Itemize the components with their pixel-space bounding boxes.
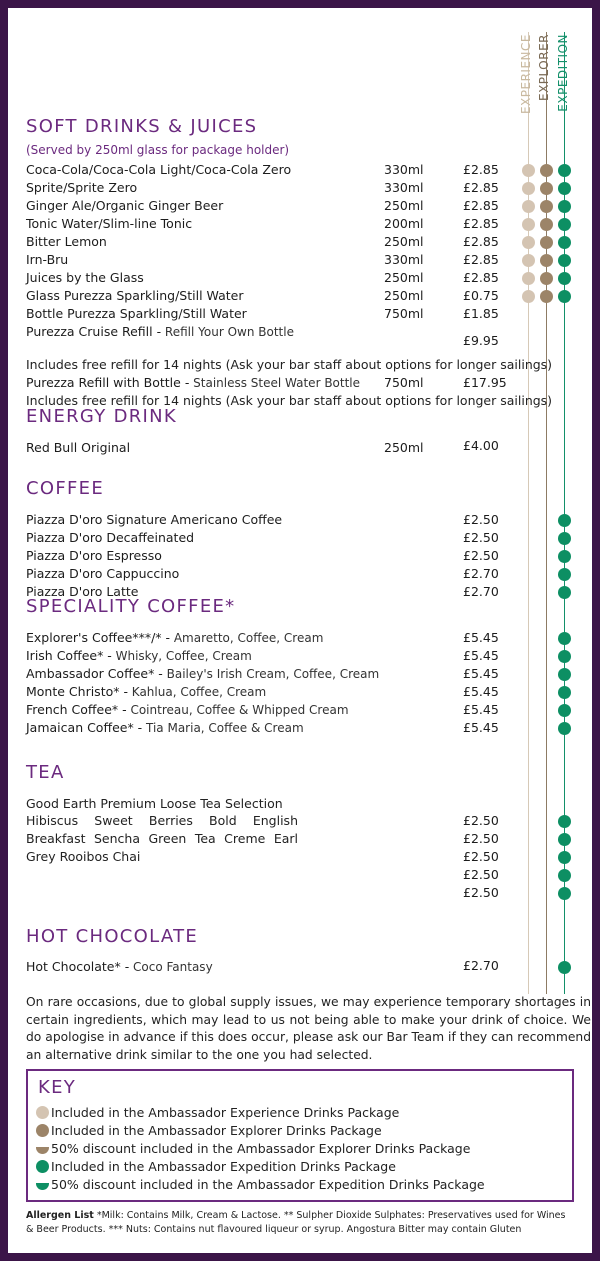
expedition-included-dot xyxy=(558,686,571,699)
experience-included-dot xyxy=(522,164,535,177)
expedition-included-dot xyxy=(558,254,571,267)
menu-row: Coca-Cola/Coca-Cola Light/Coca-Cola Zero 330ml £2.85 xyxy=(26,161,586,179)
menu-row: Jamaican Coffee* - Tia Maria, Coffee & Cream £5.45 xyxy=(26,719,586,737)
experience-included-dot xyxy=(522,254,535,267)
key-title: KEY xyxy=(38,1077,77,1098)
expedition-included-dot xyxy=(558,514,571,527)
menu-row: Hot Chocolate* - Coco Fantasy £2.70 xyxy=(26,958,586,976)
expedition-included-dot xyxy=(558,815,571,828)
key-item: 50% discount included in the Ambassador Expedition Drinks Package xyxy=(36,1176,485,1194)
menu-row: Explorer's Coffee***/* - Amaretto, Coffee, Cream £5.45 xyxy=(26,629,586,647)
explorer-included-dot xyxy=(540,272,553,285)
explorer-included-dot xyxy=(540,290,553,303)
soft-drinks-heading: SOFT DRINKS & JUICES xyxy=(26,116,258,137)
expedition-included-dot xyxy=(558,668,571,681)
explorer-included-dot xyxy=(540,236,553,249)
expedition-included-dot xyxy=(558,961,571,974)
menu-row: Irn-Bru 330ml £2.85 xyxy=(26,251,586,269)
explorer-column-header: EXPLORER xyxy=(537,34,551,101)
menu-row: £2.50 xyxy=(26,830,586,848)
expedition-included-dot xyxy=(558,218,571,231)
expedition-included-dot xyxy=(558,550,571,563)
experience-included-dot xyxy=(522,182,535,195)
tea-heading: TEA xyxy=(26,762,65,783)
menu-row: Piazza D'oro Signature Americano Coffee £2.50 xyxy=(26,511,586,529)
energy-drink-heading: ENERGY DRINK xyxy=(26,406,178,427)
expedition-dot-icon xyxy=(36,1160,49,1173)
expedition-included-dot xyxy=(558,851,571,864)
key-item: Included in the Ambassador Explorer Drinks Package xyxy=(36,1122,382,1140)
expedition-included-dot xyxy=(558,164,571,177)
experience-included-dot xyxy=(522,200,535,213)
expedition-included-dot xyxy=(558,632,571,645)
expedition-included-dot xyxy=(558,833,571,846)
experience-included-dot xyxy=(522,236,535,249)
explorer-included-dot xyxy=(540,182,553,195)
expedition-column-header: EXPEDITION xyxy=(556,34,570,112)
menu-row: Red Bull Original 250ml £4.00 xyxy=(26,438,499,455)
menu-row: Piazza D'oro Latte £2.70 xyxy=(26,583,586,601)
coffee-heading: COFFEE xyxy=(26,478,104,499)
expedition-included-dot xyxy=(558,568,571,581)
menu-row: Tonic Water/Slim-line Tonic 200ml £2.85 xyxy=(26,215,586,233)
expedition-included-dot xyxy=(558,182,571,195)
menu-row: £2.50 xyxy=(26,848,586,866)
expedition-included-dot xyxy=(558,722,571,735)
soft-drinks-subtitle: (Served by 250ml glass for package holder) xyxy=(26,143,290,157)
experience-included-dot xyxy=(522,290,535,303)
supply-disclaimer: On rare occasions, due to global supply issues, we may experience temporary shortages in certain ingredients, which may lead to us not being able to make your drink of choice. We do apologise in advance if this does occur, please ask our Bar Team if they can recommend an alternative drink similar to the one you had selected. xyxy=(26,995,591,1062)
explorer-half-dot-icon xyxy=(36,1147,49,1154)
key-item: 50% discount included in the Ambassador Explorer Drinks Package xyxy=(36,1140,470,1158)
key-box xyxy=(26,1069,574,1202)
expedition-included-dot xyxy=(558,586,571,599)
menu-row: Piazza D'oro Cappuccino £2.70 xyxy=(26,565,586,583)
expedition-included-dot xyxy=(558,887,571,900)
menu-row: £2.50 xyxy=(26,812,586,830)
refill-note: Includes free refill for 14 nights (Ask your bar staff about options for longer sailings) xyxy=(26,357,553,372)
expedition-included-dot xyxy=(558,272,571,285)
explorer-dot-icon xyxy=(36,1124,49,1137)
hot-chocolate-heading: HOT CHOCOLATE xyxy=(26,926,199,947)
menu-row: £2.50 xyxy=(26,866,586,884)
tea-selection-heading: Good Earth Premium Loose Tea Selection xyxy=(26,796,283,811)
explorer-included-dot xyxy=(540,254,553,267)
allergen-list: Allergen List *Milk: Contains Milk, Cream & Lactose. ** Sulpher Dioxide Sulphates: Preservatives used for Wines & Beer Products. *** Nuts: Contains nut flavoured liqueur or syrup. Angostura Bitter may contain Gluten xyxy=(26,1210,566,1235)
menu-row: Piazza D'oro Espresso £2.50 xyxy=(26,547,586,565)
experience-included-dot xyxy=(522,218,535,231)
menu-row: Purezza Refill with Bottle - Stainless Steel Water Bottle 750ml £17.95 xyxy=(26,375,507,390)
experience-included-dot xyxy=(522,272,535,285)
tea-flavours: Hibiscus Sweet Berries Bold English Breakfast Sencha Green Tea Creme Earl Grey Rooibos Chai xyxy=(26,813,298,864)
drinks-menu-page xyxy=(8,8,592,1253)
explorer-included-dot xyxy=(540,218,553,231)
expedition-half-dot-icon xyxy=(36,1183,49,1190)
speciality-coffee-heading: SPECIALITY COFFEE* xyxy=(26,596,236,617)
menu-row: French Coffee* - Cointreau, Coffee & Whipped Cream £5.45 xyxy=(26,701,586,719)
expedition-included-dot xyxy=(558,650,571,663)
menu-row: Monte Christo* - Kahlua, Coffee, Cream £5.45 xyxy=(26,683,586,701)
expedition-included-dot xyxy=(558,200,571,213)
expedition-included-dot xyxy=(558,532,571,545)
experience-column-header: EXPERIENCE xyxy=(519,34,533,115)
menu-row: Bottle Purezza Sparkling/Still Water 750ml £1.85 xyxy=(26,306,499,321)
key-item: Included in the Ambassador Expedition Drinks Package xyxy=(36,1158,396,1176)
menu-row: Sprite/Sprite Zero 330ml £2.85 xyxy=(26,179,586,197)
menu-row: £2.50 xyxy=(26,884,586,902)
expedition-included-dot xyxy=(558,869,571,882)
explorer-included-dot xyxy=(540,164,553,177)
experience-dot-icon xyxy=(36,1106,49,1119)
refill-note: Includes free refill for 14 nights (Ask your bar staff about options for longer sailings) xyxy=(26,393,553,408)
expedition-included-dot xyxy=(558,236,571,249)
key-item: Included in the Ambassador Experience Drinks Package xyxy=(36,1104,399,1122)
menu-row: Piazza D'oro Decaffeinated £2.50 xyxy=(26,529,586,547)
menu-row: Ginger Ale/Organic Ginger Beer 250ml £2.85 xyxy=(26,197,586,215)
menu-row: Juices by the Glass 250ml £2.85 xyxy=(26,269,586,287)
menu-row: Bitter Lemon 250ml £2.85 xyxy=(26,233,586,251)
expedition-included-dot xyxy=(558,290,571,303)
menu-row: Ambassador Coffee* - Bailey's Irish Cream, Coffee, Cream £5.45 xyxy=(26,665,586,683)
expedition-included-dot xyxy=(558,704,571,717)
menu-row: Irish Coffee* - Whisky, Coffee, Cream £5.45 xyxy=(26,647,586,665)
menu-row: Purezza Cruise Refill - Refill Your Own Bottle £9.95 xyxy=(26,324,499,348)
menu-row: Glass Purezza Sparkling/Still Water 250ml £0.75 xyxy=(26,287,586,305)
explorer-included-dot xyxy=(540,200,553,213)
